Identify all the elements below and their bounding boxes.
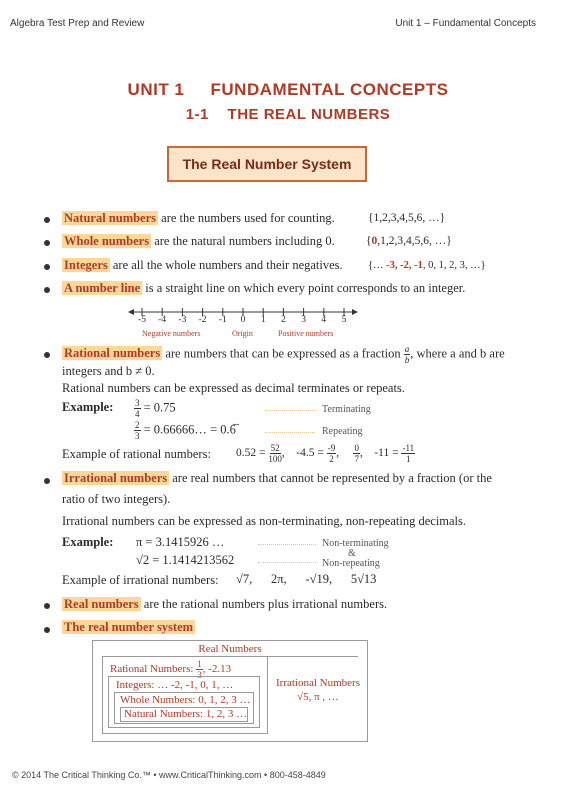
- negative-numbers-label: Negative numbers: [142, 329, 201, 338]
- number-line-tick-label: 2: [281, 315, 286, 325]
- real-numbers-label: Real Numbers: [198, 643, 262, 655]
- irrational-examples-label: Example of irrational numbers:: [62, 573, 219, 587]
- frac-numerator: -11: [402, 443, 415, 453]
- fraction-neg9-2: [327, 443, 340, 464]
- sep: ,: [336, 447, 340, 460]
- positive-numbers-label: Positive numbers: [278, 329, 334, 338]
- number-line-tick-label: -1: [218, 315, 227, 325]
- number-line-tick-label: 4: [321, 315, 327, 325]
- frac-denominator: 2: [329, 454, 334, 464]
- frac-denominator: 3: [197, 670, 202, 680]
- header-left: Algebra Test Prep and Review: [10, 18, 145, 29]
- colon: :: [109, 400, 114, 414]
- irrational-example-label: [62, 535, 113, 550]
- number-line-tick-label: 5: [341, 315, 347, 325]
- whole-numbers-line: [62, 234, 335, 249]
- set-open: {…: [368, 260, 387, 271]
- arrow-terminating: [265, 410, 315, 412]
- set-zero: 0: [371, 235, 378, 247]
- arrow-repeating: [265, 432, 315, 434]
- set-negatives: -3, -2, -1: [386, 260, 423, 271]
- number-line-tick-label: 1: [260, 315, 266, 325]
- footer: © 2014 The Critical Thinking Co.™ • www.CriticalThinking.com • 800-458-4849: [12, 770, 326, 780]
- rational-example-1: [134, 398, 176, 419]
- origin-label: Origin: [232, 329, 253, 338]
- number-line-term: A number line: [64, 281, 141, 295]
- integers-term: Integers: [64, 258, 108, 272]
- irrational-example-2: √2 = 1.1414213562: [136, 553, 235, 567]
- example-label: Example: [62, 400, 110, 414]
- rational-numbers-line: [62, 344, 505, 365]
- non-terminating-note: Non-terminating: [322, 538, 389, 549]
- number-line-tick-label: -3: [178, 315, 187, 325]
- terminating-note: Terminating: [322, 404, 371, 415]
- number-line-text: is a straight line on which every point corresponds to an integer.: [142, 281, 466, 295]
- bullet-icon: [44, 217, 50, 223]
- bullet-icon: [44, 478, 50, 484]
- whole-numbers-text: are the natural numbers including 0.: [151, 234, 335, 248]
- repeating-note: Repeating: [322, 426, 363, 437]
- rational-example-label: [62, 400, 113, 415]
- bullet-icon: [44, 264, 50, 270]
- irrational-numbers-examples: √5, π , …: [297, 691, 339, 703]
- fraction-52-100: [268, 443, 282, 464]
- irrational-text-2: ratio of two integers).: [62, 492, 171, 506]
- number-line-tick-label: -5: [138, 315, 146, 325]
- irrational-numbers-term: Irrational numbers: [64, 471, 168, 485]
- arrow-non-terminating: [258, 544, 316, 546]
- frac-numerator: 2: [135, 420, 140, 430]
- irrational-text-3: Irrational numbers can be expressed as non-terminating, non-repeating decimals.: [62, 514, 467, 528]
- integers-label: Integers: … -2, -1, 0, 1, …: [116, 679, 234, 691]
- rational-example-2: [134, 420, 236, 441]
- colon: :: [109, 535, 114, 549]
- number-line-tick-label: 3: [301, 315, 306, 325]
- section-title: 1-1 THE REAL NUMBERS: [185, 106, 391, 123]
- ex1-value: = 0.75: [140, 400, 176, 415]
- natural-numbers-line: [62, 211, 335, 226]
- bullet-icon: [44, 603, 50, 609]
- frac-numerator: -9: [327, 443, 336, 453]
- irrational-example-1: π = 3.1415926 …: [136, 535, 225, 549]
- ex-b: -4.5 =: [296, 447, 327, 460]
- integers-text: are all the whole numbers and their negatives.: [109, 258, 343, 272]
- frac-numerator: 0: [354, 443, 359, 453]
- ampersand-note: &: [348, 548, 356, 559]
- frac-denominator: 100: [268, 454, 282, 464]
- number-line-tick-labels: [128, 315, 358, 329]
- bullet-icon: [44, 240, 50, 246]
- example-label: Example: [62, 535, 110, 549]
- frac-numerator: 1: [197, 659, 202, 669]
- irrational-text-1: are real numbers that cannot be represented by a fraction (or the: [169, 471, 492, 485]
- frac-denominator: 1: [406, 454, 411, 464]
- bullet-icon: [44, 627, 50, 633]
- number-line-tick-label: -2: [198, 315, 207, 325]
- frac-numerator: 3: [135, 398, 140, 408]
- real-number-system-term: The real number system: [64, 620, 194, 634]
- integers-set: [368, 260, 486, 271]
- unit-title: UNIT 1 FUNDAMENTAL CONCEPTS: [127, 80, 449, 99]
- number-line-tick-label: -4: [158, 315, 167, 325]
- rational-numbers-term: Rational numbers: [64, 346, 161, 361]
- irrational-numbers-label: Irrational Numbers: [276, 677, 360, 689]
- integers-line: [62, 258, 343, 273]
- set-open: {: [366, 235, 372, 247]
- rational-text-4: Rational numbers can be expressed as decimal terminates or repeats.: [62, 381, 405, 395]
- ex-d: -11 =: [374, 447, 402, 460]
- rational-text-3: integers and b ≠ 0.: [62, 364, 155, 378]
- whole-numbers-label: Whole Numbers: 0, 1, 2, 3 …: [120, 694, 251, 706]
- number-line-line: [62, 281, 465, 296]
- number-line-tick-label: 0: [240, 315, 246, 325]
- whole-numbers-term: Whole numbers: [64, 234, 150, 248]
- real-number-system-box: The Real Number System: [167, 146, 367, 182]
- real-number-system-line: [62, 620, 195, 635]
- natural-numbers-term: Natural numbers: [64, 211, 157, 225]
- frac-denominator: 7: [354, 454, 359, 464]
- natural-numbers-label: Natural Numbers: 1, 2, 3 …: [124, 708, 248, 720]
- natural-numbers-set: {1,2,3,4,5,6, …}: [368, 212, 446, 224]
- irrational-examples-list: √7, 2π, -√19, 5√13: [236, 572, 377, 586]
- bullet-icon: [44, 352, 50, 358]
- non-repeating-note: Non-repeating: [322, 558, 380, 569]
- frac-denominator: 4: [135, 409, 140, 419]
- header-right: Unit 1 – Fundamental Concepts: [395, 18, 536, 29]
- bullet-icon: [44, 287, 50, 293]
- rational-examples-label: Example of rational numbers:: [62, 447, 211, 461]
- rational-label-text: Rational Numbers:: [110, 663, 197, 676]
- sep: ,: [359, 447, 363, 460]
- frac-denominator: b: [404, 355, 410, 365]
- frac-numerator: a: [404, 344, 410, 354]
- arrow-non-repeating: [258, 562, 316, 564]
- ex-a: 0.52 =: [236, 447, 269, 460]
- rational-text-1: are numbers that can be expressed as a fraction: [162, 346, 401, 361]
- real-numbers-line: [62, 597, 387, 612]
- irrational-numbers-line: [62, 471, 492, 486]
- sep: ,: [281, 447, 285, 460]
- frac-denominator: 3: [135, 431, 140, 441]
- ex2-value: = 0.66666… = 0.6̅: [140, 422, 236, 437]
- frac-numerator: 52: [270, 443, 280, 453]
- rational-text-2: , where a and b are: [410, 346, 505, 361]
- real-numbers-text: are the rational numbers plus irrational numbers.: [140, 597, 388, 611]
- natural-numbers-text: are the numbers used for counting.: [158, 211, 335, 225]
- whole-numbers-set: [366, 235, 452, 247]
- rational-examples-list: [236, 443, 415, 464]
- set-rest: ,1,2,3,4,5,6, …}: [377, 235, 452, 247]
- real-numbers-term: Real numbers: [64, 597, 139, 611]
- set-rest: , 0, 1, 2, 3, …}: [422, 260, 486, 271]
- fraction-neg11-1: [401, 443, 415, 464]
- rational-label-rest: , -2.13: [202, 663, 232, 676]
